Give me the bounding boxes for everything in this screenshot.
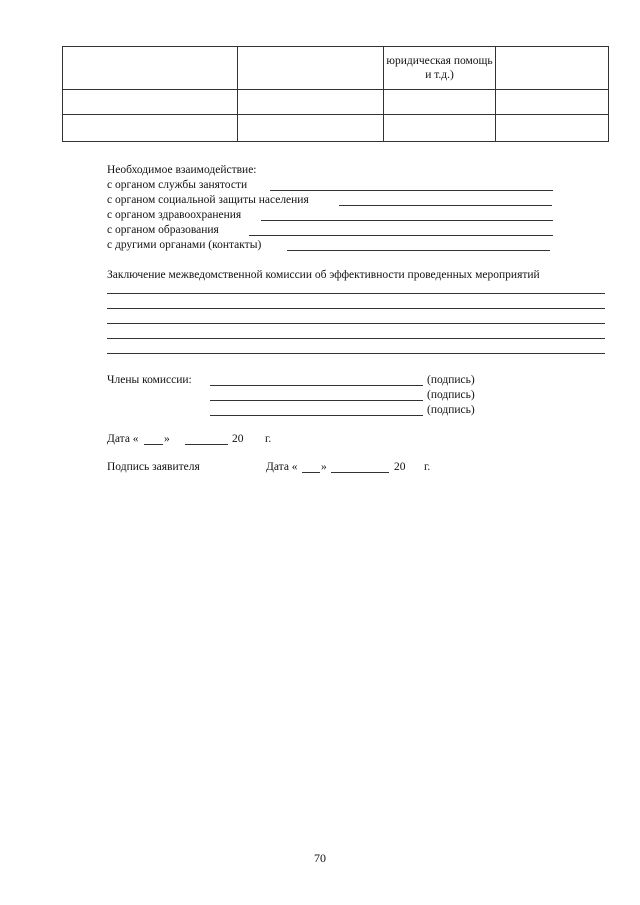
applicant-date-quote-close: » xyxy=(321,461,327,473)
interaction-item-social: с органом социальной защиты населения xyxy=(107,194,309,206)
interaction-item-other: с другими органами (контакты) xyxy=(107,239,262,251)
commission-signature-line[interactable] xyxy=(210,385,423,386)
conclusion-line[interactable] xyxy=(107,338,605,339)
applicant-date-day-line[interactable] xyxy=(302,472,320,473)
date-day-line[interactable] xyxy=(144,444,163,445)
conclusion-heading: Заключение межведомственной комиссии об эффективности проведенных мероприятий xyxy=(107,269,540,281)
commission-signature-line[interactable] xyxy=(210,400,423,401)
table-cell xyxy=(63,115,238,142)
interaction-item-education: с органом образования xyxy=(107,224,219,236)
signature-hint: (подпись) xyxy=(427,389,475,401)
fill-line-education[interactable] xyxy=(249,235,553,236)
continuation-table xyxy=(62,46,609,142)
commission-label: Члены комиссии: xyxy=(107,374,192,386)
fill-line-health[interactable] xyxy=(261,220,553,221)
interaction-item-health: с органом здравоохранения xyxy=(107,209,242,221)
fill-line-employment[interactable] xyxy=(270,190,553,191)
conclusion-line[interactable] xyxy=(107,353,605,354)
commission-signature-line[interactable] xyxy=(210,415,423,416)
interaction-item-employment: с органом службы занятости xyxy=(107,179,248,191)
table-row xyxy=(63,47,609,90)
date-quote-close: » xyxy=(164,433,170,445)
fill-line-other[interactable] xyxy=(287,250,550,251)
signature-hint: (подпись) xyxy=(427,374,475,386)
date-prefix: Дата « xyxy=(107,433,139,445)
table-row xyxy=(63,90,609,115)
table-cell xyxy=(238,90,384,115)
conclusion-line[interactable] xyxy=(107,308,605,309)
applicant-date-prefix: Дата « xyxy=(266,461,298,473)
date-month-line[interactable] xyxy=(185,444,228,445)
table-row xyxy=(63,115,609,142)
applicant-date-year: 20 xyxy=(394,461,406,473)
table-cell xyxy=(63,47,238,90)
table-cell xyxy=(496,115,609,142)
applicant-date-month-line[interactable] xyxy=(331,472,389,473)
conclusion-line[interactable] xyxy=(107,323,605,324)
interaction-heading: Необходимое взаимодействие: xyxy=(107,164,257,176)
signature-hint: (подпись) xyxy=(427,404,475,416)
applicant-date-suffix: г. xyxy=(424,461,431,473)
table-cell xyxy=(238,47,384,90)
date-year: 20 xyxy=(232,433,244,445)
table-cell xyxy=(238,115,384,142)
date-suffix: г. xyxy=(265,433,272,445)
table-cell xyxy=(496,47,609,90)
table-cell xyxy=(384,115,496,142)
table-cell: юридическая помощь и т.д.) xyxy=(384,47,496,90)
applicant-label: Подпись заявителя xyxy=(107,461,200,473)
fill-line-social[interactable] xyxy=(339,205,552,206)
table-cell xyxy=(496,90,609,115)
table-cell xyxy=(384,90,496,115)
conclusion-line[interactable] xyxy=(107,293,605,294)
table-cell xyxy=(63,90,238,115)
page-number: 70 xyxy=(314,851,326,865)
